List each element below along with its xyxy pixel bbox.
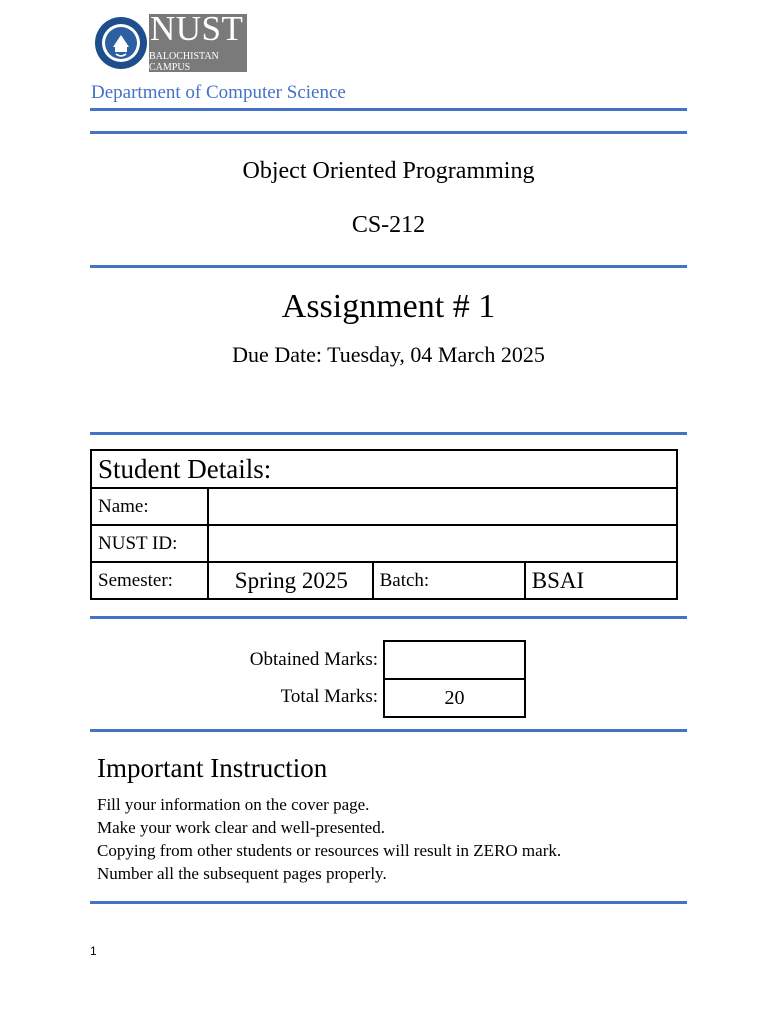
list-item: Number all the subsequent pages properly. bbox=[97, 864, 387, 883]
batch-value: BSAI bbox=[525, 562, 677, 599]
total-marks-value: 20 bbox=[384, 679, 525, 717]
name-label: Name: bbox=[91, 488, 208, 525]
instructions-list bbox=[97, 793, 561, 885]
batch-label: Batch: bbox=[373, 562, 525, 599]
logo-campus-text bbox=[149, 51, 219, 73]
page-number: 1 bbox=[90, 944, 97, 958]
marks-table bbox=[383, 640, 526, 718]
semester-value: Spring 2025 bbox=[208, 562, 373, 599]
divider bbox=[90, 901, 687, 904]
student-details-heading: Student Details: bbox=[91, 450, 677, 488]
list-item: Fill your information on the cover page. bbox=[97, 795, 370, 814]
student-details-table bbox=[90, 449, 678, 600]
list-item: Copying from other students or resources will result in ZERO mark. bbox=[97, 841, 562, 860]
marks-labels bbox=[180, 641, 378, 715]
logo-subtitle-line2: CAMPUS bbox=[149, 62, 191, 73]
logo-subtitle-line1: BALOCHISTAN bbox=[149, 51, 219, 62]
obtained-marks-field[interactable] bbox=[384, 641, 525, 679]
semester-label: Semester: bbox=[91, 562, 208, 599]
list-item: Make your work clear and well-presented. bbox=[97, 818, 385, 837]
department-name: Department of Computer Science bbox=[91, 82, 346, 103]
assignment-title: Assignment # 1 bbox=[281, 288, 496, 325]
name-field[interactable] bbox=[208, 488, 677, 525]
divider bbox=[90, 432, 687, 435]
instructions-heading: Important Instruction bbox=[97, 753, 328, 783]
obtained-marks-label: Obtained Marks: bbox=[249, 649, 378, 670]
logo-wordmark: NUST bbox=[150, 9, 244, 48]
divider bbox=[90, 131, 687, 134]
divider bbox=[90, 729, 687, 732]
divider bbox=[90, 616, 687, 619]
nust-logo bbox=[93, 9, 247, 73]
divider bbox=[90, 265, 687, 268]
course-title: Object Oriented Programming bbox=[242, 158, 535, 184]
due-date: Due Date: Tuesday, 04 March 2025 bbox=[232, 342, 545, 367]
total-marks-label: Total Marks: bbox=[280, 686, 378, 707]
divider bbox=[90, 108, 687, 111]
nust-id-field[interactable] bbox=[208, 525, 677, 562]
university-seal-icon bbox=[93, 14, 149, 72]
nust-id-label: NUST ID: bbox=[91, 525, 208, 562]
course-code: CS-212 bbox=[351, 212, 426, 238]
